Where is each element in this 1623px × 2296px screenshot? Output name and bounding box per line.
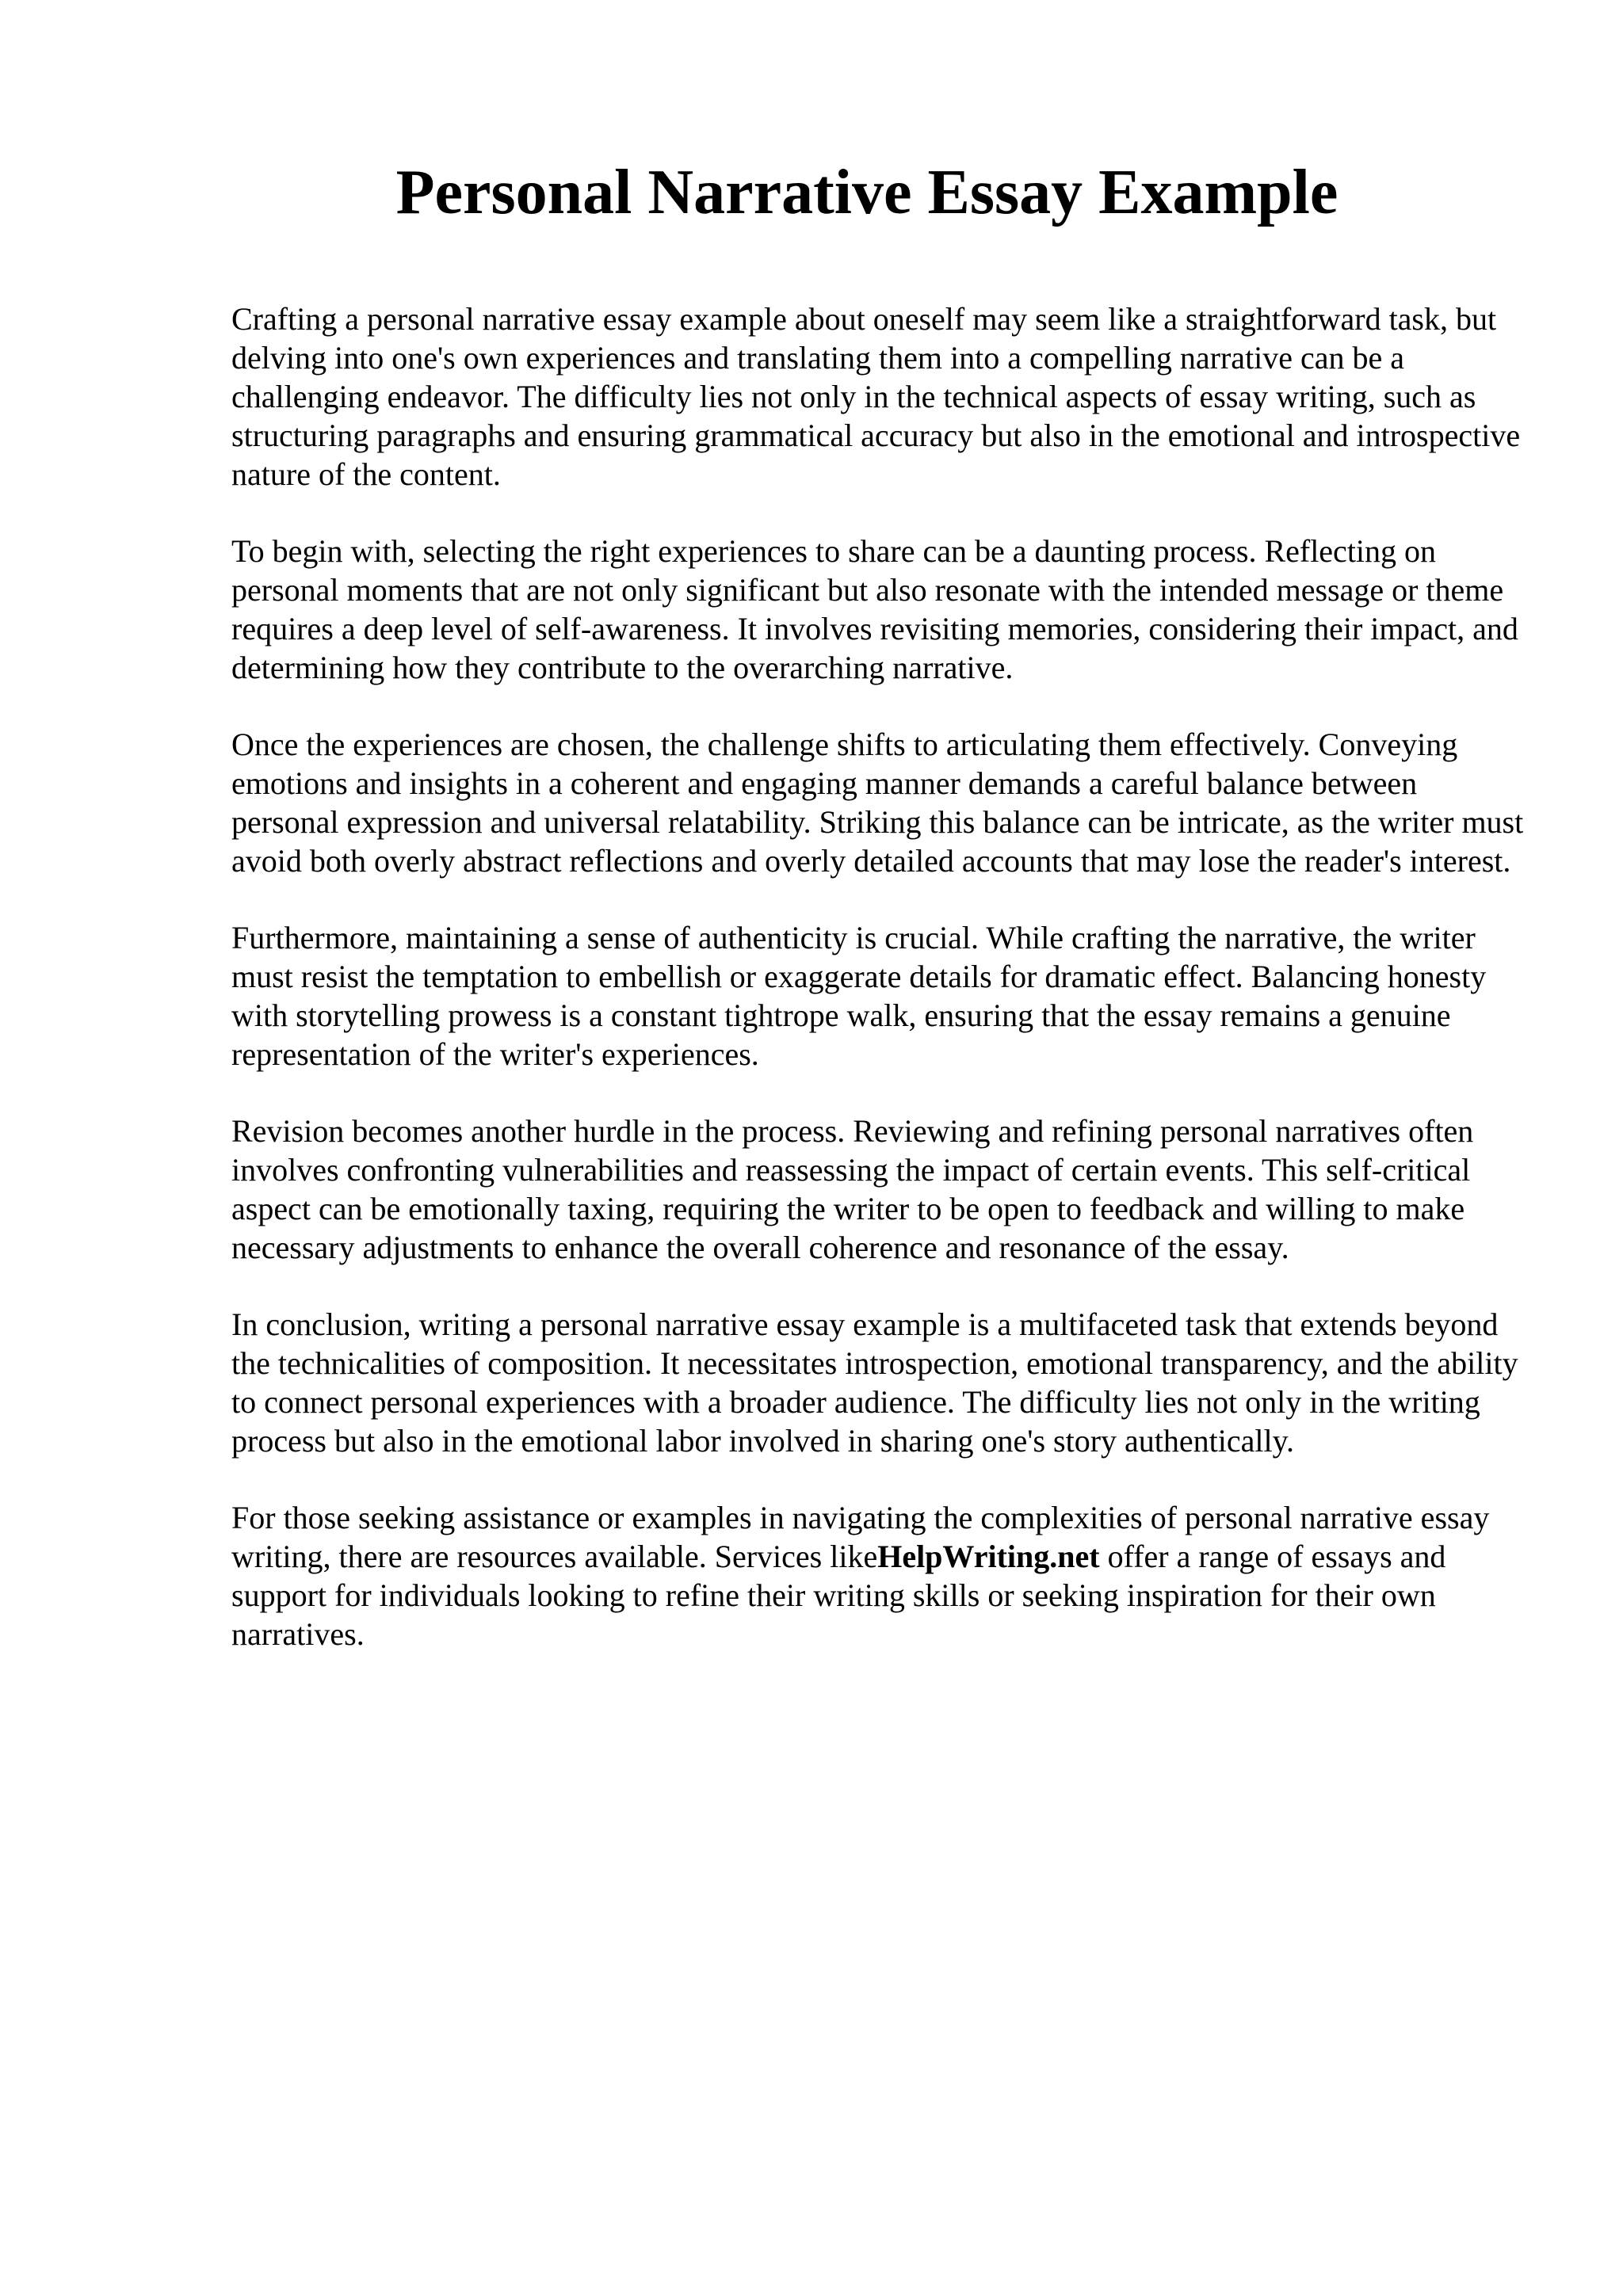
closing-text-after: offer a range of essays and support for individuals looking to refine their writing skills or seeking inspiration for their own narratives. [231, 1539, 1446, 1652]
paragraph-4: Furthermore, maintaining a sense of authenticity is crucial. While crafting the narrative, the writer must resist the temptation to embellish or exaggerate details for dramatic effect. Balancing honesty with storytelling prowess is a constant tightrope walk, ensuring that the essay remains a genuine representation of the writer's experiences. [231, 920, 1487, 1072]
paragraph-1: Crafting a personal narrative essay example about oneself may seem like a straightforward task, but delving into one's own experiences and translating them into a compelling narrative can be a challenging endeavor. The difficulty lies not only in the technical aspects of essay writing, such as structuring paragraphs and ensuring grammatical accuracy but also in the emotional and introspective nature of the content. [231, 301, 1521, 492]
paragraph-5: Revision becomes another hurdle in the process. Reviewing and refining personal narratives often involves confronting vulnerabilities and reassessing the impact of certain events. This self-critical aspect can be emotionally taxing, requiring the writer to be open to feedback and willing to make necessary adjustments to enhance the overall coherence and resonance of the essay. [231, 1113, 1474, 1265]
paragraph-3: Once the experiences are chosen, the challenge shifts to articulating them effectively. Conveying emotions and insights in a coherent and engaging manner demands a careful balance between personal expression and universal relatability. Striking this balance can be intricate, as the writer must avoid both overly abstract reflections and overly detailed accounts that may lose the reader's interest. [231, 727, 1524, 879]
helpwriting-link[interactable]: HelpWriting.net [877, 1539, 1100, 1574]
closing-paragraph [231, 1498, 1531, 1653]
page-title: Personal Narrative Essay Example [395, 158, 1338, 227]
closing-text-before: For those seeking assistance or examples in navigating the complexities of personal narrative essay writing, there are resources available. Services like [231, 1500, 1490, 1574]
paragraph-2: To begin with, selecting the right experiences to share can be a daunting process. Reflecting on personal moments that are not only significant but also resonate with the intended message or theme requires a deep level of self-awareness. It involves revisiting memories, considering their impact, and determining how they contribute to the overarching narrative. [231, 533, 1518, 685]
paragraph-6: In conclusion, writing a personal narrative essay example is a multifaceted task that extends beyond the technicalities of composition. It necessitates introspection, emotional transparency, and the ability to connect personal experiences with a broader audience. The difficulty lies not only in the writing process but also in the emotional labor involved in sharing one's story authentically. [231, 1306, 1518, 1459]
essay-body [231, 299, 1531, 1691]
